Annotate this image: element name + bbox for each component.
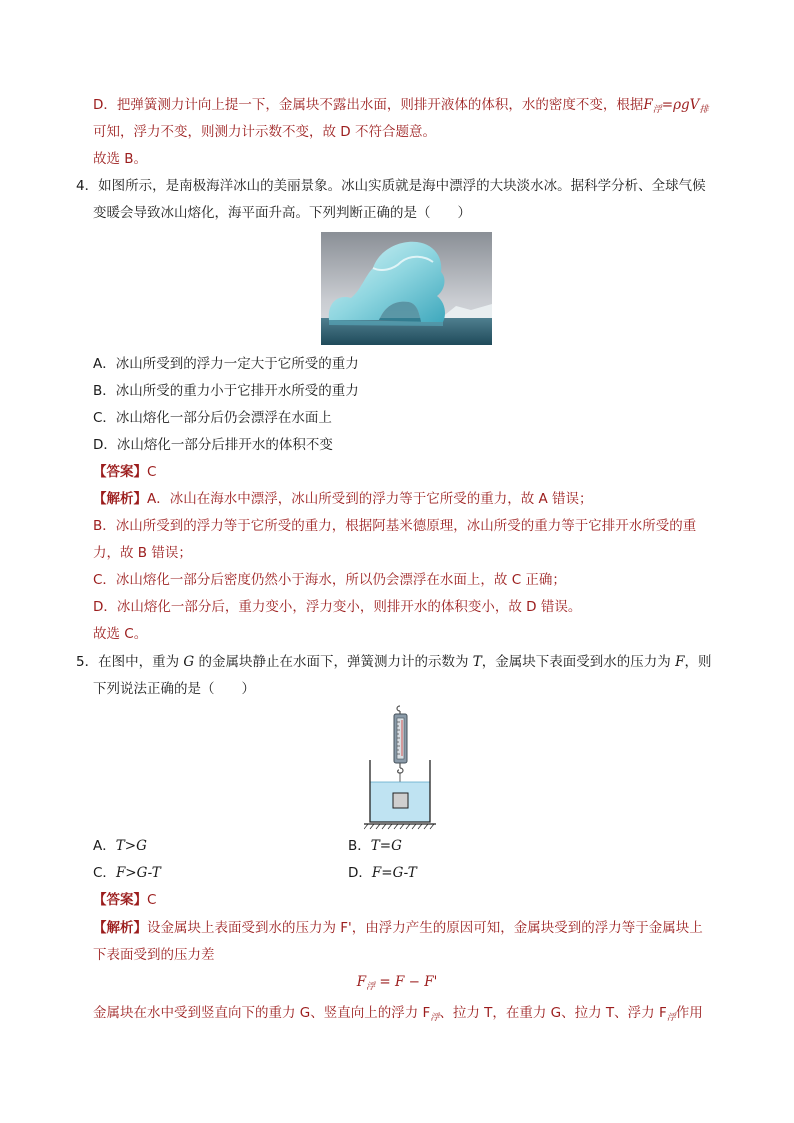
- formula-rho-g-v: =ρgV: [661, 97, 700, 113]
- q5-option-d: [348, 863, 417, 883]
- analysis-tag: 【解析】: [93, 920, 147, 936]
- iceberg-picture: [321, 232, 492, 345]
- var-T: T: [472, 654, 482, 670]
- prev-option-d-text: D．把弹簧测力计向上提一下，金属块不露出水面，则排开液体的体积，水的密度不变，根据: [93, 97, 644, 113]
- eq-sub: 浮: [366, 982, 376, 992]
- q4-option-d: D．冰山熔化一部分后排开水的体积不变: [93, 437, 333, 453]
- answer-value: C: [147, 892, 157, 908]
- answer-tag: 【答案】: [93, 892, 147, 908]
- q5-answer: [93, 890, 156, 910]
- q4-option-c: C．冰山熔化一部分后仍会漂浮在水面上: [93, 410, 332, 426]
- q5-stem-text: 5．在图中，重为: [76, 654, 184, 670]
- eq-rest: = F − F': [375, 974, 438, 990]
- q4-analysis-line3: 力，故 B 错误；: [93, 545, 192, 561]
- analysis-text: A．冰山在海水中漂浮，冰山所受到的浮力等于它所受的重力，故 A 错误；: [147, 491, 593, 507]
- formula-sub: 浮: [652, 105, 662, 115]
- q5-analysis-line1: [93, 918, 703, 938]
- q4-analysis-line4: C．冰山熔化一部分后密度仍然小于海水，所以仍会漂浮在水面上，故 C 正确；: [93, 572, 566, 588]
- eq-F: F: [356, 974, 367, 990]
- prev-option-d: [93, 95, 708, 120]
- q5-option-b: [348, 836, 402, 856]
- q5-stem-text: ，则: [684, 654, 712, 670]
- option-label: B．: [348, 838, 371, 854]
- option-text: F=G-T: [371, 865, 417, 881]
- answer-tag: 【答案】: [93, 464, 147, 480]
- q4-stem-line1: 4．如图所示，是南极海洋冰山的美丽景象。冰山实质就是海中漂浮的大块淡水冰。据科学分析、全球气候: [76, 178, 706, 194]
- option-text: F>G-T: [115, 865, 161, 881]
- buoyancy-equation: [0, 972, 794, 997]
- q5-stem-line1: [76, 652, 711, 672]
- formula-F: F: [643, 97, 653, 113]
- analysis-text: 金属块在水中受到竖直向下的重力 G、竖直向上的浮力 F: [93, 1005, 431, 1021]
- spring-scale-figure: [364, 704, 436, 830]
- eq-sub: 浮: [430, 1013, 440, 1023]
- answer-value: C: [147, 464, 157, 480]
- var-G: G: [183, 654, 195, 670]
- q5-analysis-line3: [93, 1003, 703, 1028]
- q5-stem-text: ，金属块下表面受到水的压力为: [481, 654, 676, 670]
- q4-answer: [93, 462, 156, 482]
- q4-stem-line2: 变暖会导致冰山熔化，海平面升高。下列判断正确的是（ ）: [93, 205, 471, 221]
- formula-sub: 排: [699, 105, 709, 115]
- q5-option-c: [93, 863, 161, 883]
- option-label: C．: [93, 865, 116, 881]
- q4-analysis-line5: D．冰山熔化一部分后，重力变小，浮力变小，则排开水的体积变小，故 D 错误。: [93, 599, 582, 615]
- prev-option-d-cont: 可知，浮力不变，则测力计示数不变，故 D 不符合题意。: [93, 124, 436, 140]
- eq-sub: 浮: [666, 1013, 676, 1023]
- q4-choose: 故选 C。: [93, 626, 148, 642]
- analysis-tag: 【解析】: [93, 491, 147, 507]
- q5-stem-text: 的金属块静止在水面下，弹簧测力计的示数为: [194, 654, 473, 670]
- q4-analysis-line1: [93, 489, 593, 509]
- analysis-text: 设金属块上表面受到水的压力为 F'，由浮力产生的原因可知，金属块受到的浮力等于金属块上: [147, 920, 703, 936]
- q4-option-b: B．冰山所受的重力小于它排开水所受的重力: [93, 383, 359, 399]
- iceberg-image: [321, 232, 492, 345]
- option-label: D．: [348, 865, 372, 881]
- prev-choose: 故选 B。: [93, 151, 148, 167]
- q5-option-a: [93, 836, 147, 856]
- analysis-text: 、拉力 T，在重力 G、拉力 T、浮力 F: [439, 1005, 667, 1021]
- option-text: T>G: [115, 838, 147, 854]
- var-F: F: [675, 654, 685, 670]
- q5-analysis-line2: 下表面受到的压力差: [93, 947, 215, 963]
- option-label: A．: [93, 838, 116, 854]
- q4-analysis-line2: B．冰山所受到的浮力等于它所受的重力，根据阿基米德原理，冰山所受的重力等于它排开水所受的重: [93, 518, 697, 534]
- spring-scale-diagram: [364, 704, 436, 830]
- q5-stem-line2: 下列说法正确的是（ ）: [93, 681, 255, 697]
- option-text: T=G: [370, 838, 402, 854]
- q4-option-a: A．冰山所受到的浮力一定大于它所受的重力: [93, 356, 359, 372]
- analysis-text: 作用: [675, 1005, 703, 1021]
